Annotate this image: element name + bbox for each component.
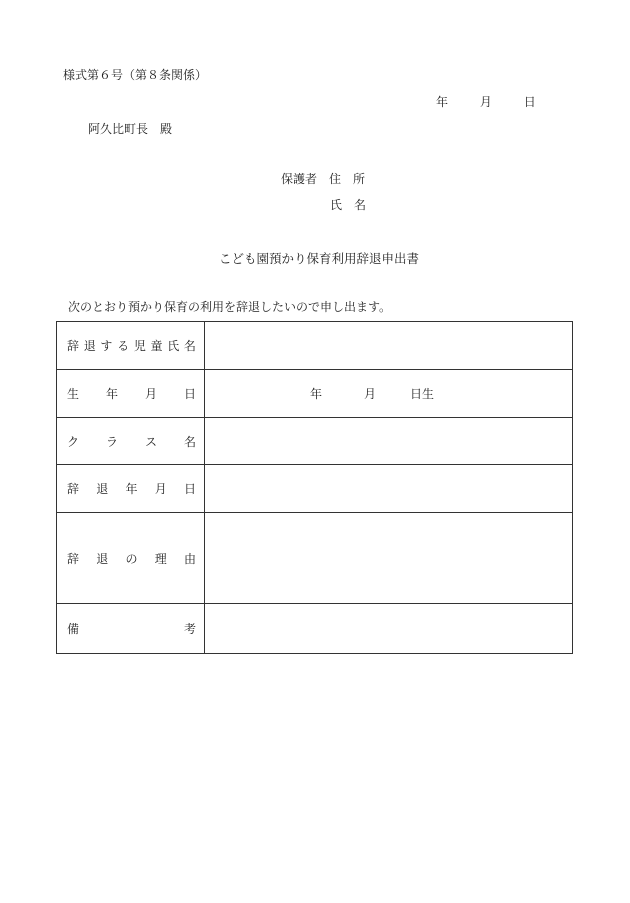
label-char: 名 xyxy=(183,339,196,353)
value-remarks[interactable] xyxy=(205,604,573,654)
label-char: 年 xyxy=(105,387,118,401)
label-char: ス xyxy=(144,434,157,449)
value-child-name[interactable] xyxy=(205,322,573,370)
label-char: ラ xyxy=(105,434,118,449)
label-char: 氏 xyxy=(167,339,180,353)
date-month-label: 月 xyxy=(479,95,492,109)
label-char: の xyxy=(125,551,138,566)
table-row xyxy=(57,370,573,418)
date-year-label: 年 xyxy=(436,95,449,109)
label-char: 退 xyxy=(96,551,109,566)
value-withdrawal-reason[interactable] xyxy=(205,513,573,604)
value-birth-date[interactable] xyxy=(205,370,573,418)
value-class-name[interactable] xyxy=(205,418,573,465)
label-char: 辞 xyxy=(67,551,80,566)
label-char: 辞 xyxy=(67,339,80,353)
label-char: 名 xyxy=(183,434,196,449)
value-withdrawal-date[interactable] xyxy=(205,465,573,513)
table-row xyxy=(57,465,573,513)
table-row xyxy=(57,604,573,654)
label-char: ク xyxy=(67,434,80,449)
label-child-name xyxy=(57,322,205,370)
label-char: る xyxy=(117,339,130,353)
form-number: 様式第６号（第８条関係） xyxy=(63,68,208,82)
date-day-label: 日 xyxy=(523,95,536,109)
label-char: 備 xyxy=(67,622,80,636)
table-row xyxy=(57,418,573,465)
label-withdrawal-date xyxy=(57,465,205,513)
statement-text: 次のとおり預かり保育の利用を辞退したいので申し出ます。 xyxy=(68,300,392,314)
label-char: 児 xyxy=(133,339,146,353)
birth-month-label: 月 xyxy=(364,387,377,401)
label-remarks xyxy=(57,604,205,654)
submission-date xyxy=(436,95,536,109)
label-char: 日 xyxy=(183,482,196,496)
label-char: 年 xyxy=(125,482,138,496)
addressee-honorific: 殿 xyxy=(160,122,173,136)
label-withdrawal-reason xyxy=(57,513,205,604)
addressee xyxy=(88,122,172,136)
birth-day-label: 日生 xyxy=(410,387,435,401)
label-class-name xyxy=(57,418,205,465)
label-char: 理 xyxy=(154,551,167,566)
label-char: す xyxy=(100,339,113,353)
label-char: 生 xyxy=(67,387,80,401)
addressee-title: 阿久比町長 xyxy=(88,122,149,136)
label-birth-date xyxy=(57,370,205,418)
guardian-name-label: 氏 名 xyxy=(330,198,367,212)
guardian-address-label: 保護者 住 所 xyxy=(281,172,366,186)
label-char: 辞 xyxy=(67,482,80,496)
label-char: 考 xyxy=(183,622,196,636)
application-form-table xyxy=(56,321,573,654)
table-row xyxy=(57,513,573,604)
table-row xyxy=(57,322,573,370)
label-char: 月 xyxy=(144,387,157,401)
label-char: 退 xyxy=(96,482,109,496)
label-char: 退 xyxy=(83,339,96,353)
label-char: 日 xyxy=(183,387,196,401)
label-char: 童 xyxy=(150,339,163,353)
birth-year-label: 年 xyxy=(310,387,323,401)
label-char: 由 xyxy=(183,551,196,566)
label-char: 月 xyxy=(154,482,167,496)
document-title: こども園預かり保育利用辞退申出書 xyxy=(219,251,420,266)
